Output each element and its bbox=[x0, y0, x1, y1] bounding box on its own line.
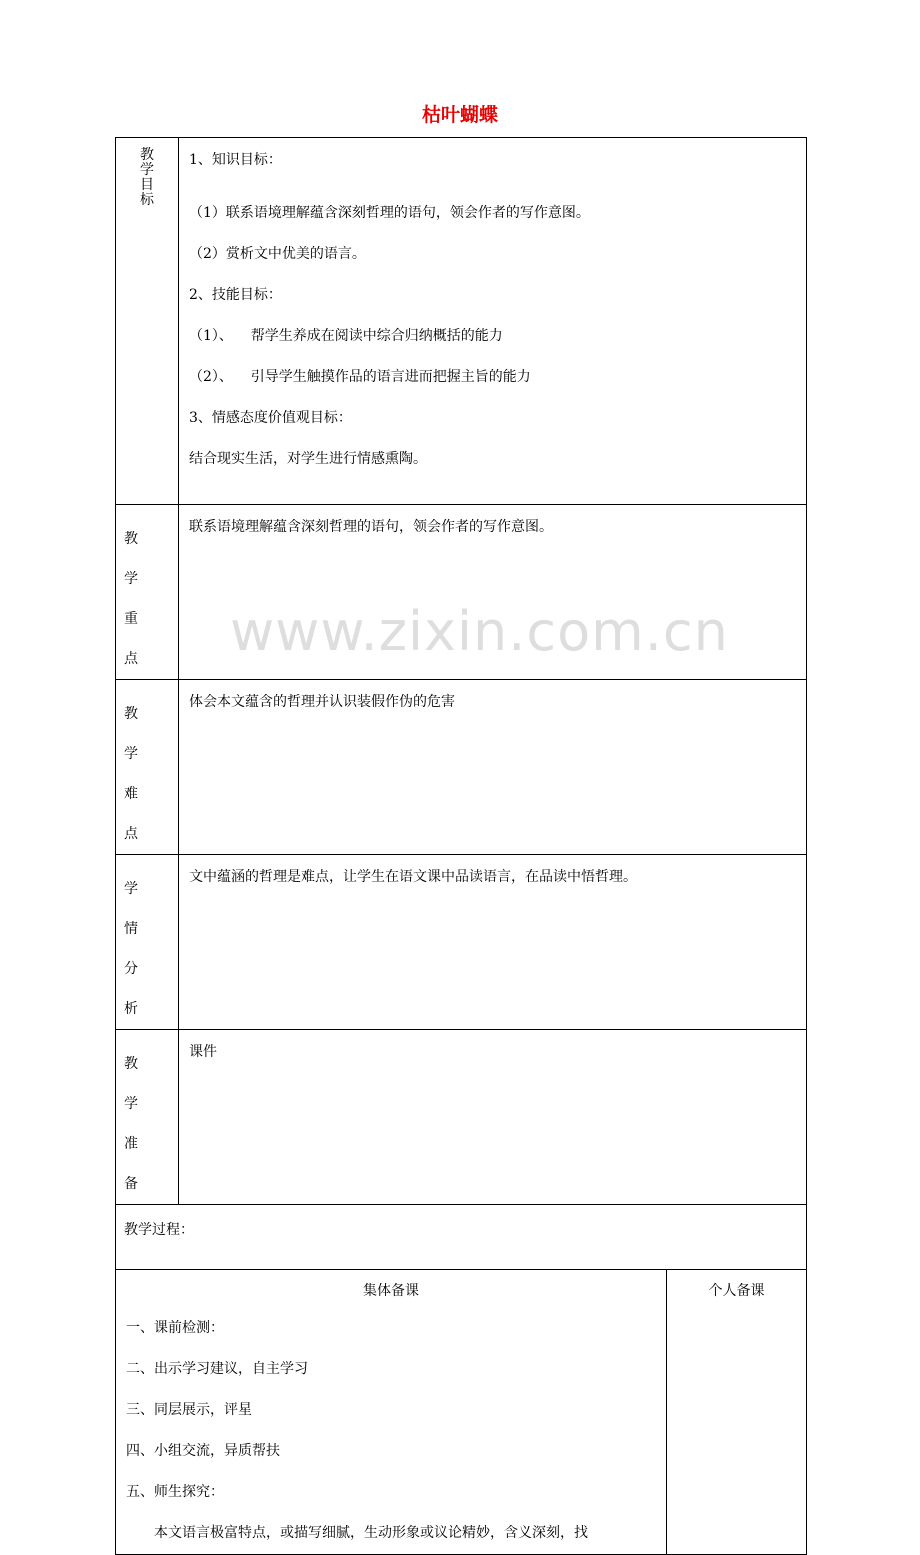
objective-line: （1）联系语境理解蕴含深刻哲理的语句，领会作者的写作意图。 bbox=[189, 205, 590, 221]
row-label-top: 教 学 bbox=[124, 1056, 156, 1112]
personal-prep-header: 个人备课 bbox=[708, 1283, 765, 1299]
objectives-label: 教学目标 bbox=[140, 147, 154, 208]
lesson-step: 三、同层展示，评星 bbox=[126, 1402, 252, 1418]
process-label: 教学过程： bbox=[124, 1222, 194, 1238]
lesson-step: 四、小组交流，异质帮扶 bbox=[126, 1443, 280, 1459]
lesson-step: 一、课前检测： bbox=[126, 1320, 224, 1336]
lesson-paragraph: 本文语言极富特点，或描写细腻，生动形象或议论精妙，含义深刻，找 bbox=[154, 1525, 588, 1541]
row-label-top: 教 学 bbox=[124, 531, 156, 587]
row-label-top: 教 学 bbox=[124, 706, 156, 762]
preparation-row bbox=[116, 1030, 807, 1205]
lesson-row bbox=[116, 1270, 807, 1555]
objectives-label-cell bbox=[116, 138, 179, 505]
analysis-text: 文中蕴涵的哲理是难点，让学生在语文课中品读语言，在品读中悟哲理。 bbox=[189, 869, 637, 885]
row-label-bottom: 分 析 bbox=[124, 961, 156, 1017]
objective-line: 3、情感态度价值观目标： bbox=[189, 410, 352, 426]
watermark: www.zixin.com.cn bbox=[230, 600, 729, 663]
group-prep-header: 集体备课 bbox=[363, 1283, 419, 1299]
row-label-bottom: 难 点 bbox=[124, 786, 156, 842]
objectives-row bbox=[116, 138, 807, 505]
difficulties-text: 体会本文蕴含的哲理并认识装假作伪的危害 bbox=[189, 694, 455, 710]
objective-line: 结合现实生活，对学生进行情感熏陶。 bbox=[189, 451, 427, 467]
objective-line: 1、知识目标： bbox=[189, 152, 282, 168]
lesson-step: 五、师生探究： bbox=[126, 1484, 224, 1500]
analysis-row bbox=[116, 855, 807, 1030]
preparation-text: 课件 bbox=[189, 1044, 217, 1060]
page-title: 枯叶蝴蝶 bbox=[421, 104, 498, 126]
objective-line: 2、技能目标： bbox=[189, 287, 282, 303]
row-label-bottom: 重 点 bbox=[124, 611, 156, 667]
objectives-content-cell bbox=[179, 138, 807, 505]
group-prep-cell bbox=[116, 1270, 667, 1555]
key-points-text: 联系语境理解蕴含深刻哲理的语句，领会作者的写作意图。 bbox=[189, 519, 553, 535]
lesson-plan-table bbox=[115, 137, 807, 1555]
objective-line: （2）赏析文中优美的语言。 bbox=[189, 246, 366, 262]
lesson-step: 二、出示学习建议，自主学习 bbox=[126, 1361, 308, 1377]
row-label-top: 学 情 bbox=[124, 881, 156, 937]
difficulties-row bbox=[116, 680, 807, 855]
personal-prep-cell bbox=[667, 1270, 807, 1555]
process-row bbox=[116, 1205, 807, 1270]
objective-line: （2）、 引导学生触摸作品的语言进而把握主旨的能力 bbox=[189, 369, 531, 385]
row-label-bottom: 准 备 bbox=[124, 1136, 156, 1192]
objective-line: （1）、 帮学生养成在阅读中综合归纳概括的能力 bbox=[189, 328, 503, 344]
